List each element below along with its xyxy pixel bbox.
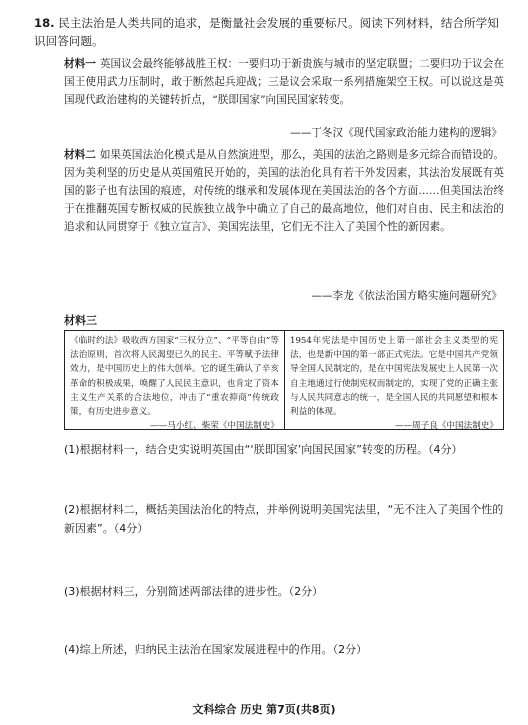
material-three-left-cell xyxy=(65,331,284,432)
material-one-text: 英国议会最终能够战胜王权：一要归功于新贵族与城市的坚定联盟；二要归功于议会在国王使用武力压制时，敢于断然起兵迎战；三是议会采取一系列措施架空王权。可以说这是英国现代政治建构的关键转折点，“朕即国家”向国民国家转变。 xyxy=(64,58,504,106)
material-three-right-text: 1954年宪法是中国历史上第一部社会主义类型的宪法，也是新中国的第一部正式宪法。它是中国共产党领导全国人民制定的，是在中国宪法发展史上人民第一次自主地通过行使制宪权而制定的，实现了党的正确主张与人民共同意志的统一，是全国人民的共同愿望和根本利益的体现。 xyxy=(290,336,498,418)
material-two xyxy=(64,146,504,236)
question-header xyxy=(34,14,504,50)
subquestion-3: (3)根据材料三，分别简述两部法律的进步性。（2分） xyxy=(64,585,324,598)
material-three-right-source: ——周子良《中国法制史》 xyxy=(394,421,498,432)
question-number: 18. xyxy=(34,16,55,30)
material-one-label: 材料一 xyxy=(64,58,96,70)
page-footer: 文科综合 历史 第7页(共8页) xyxy=(192,703,336,716)
material-one-source: ——丁冬汉《现代国家政治能力建构的逻辑》 xyxy=(290,127,502,139)
material-three-right-cell xyxy=(284,331,503,432)
question-stem: 民主法治是人类共同的追求，是衡量社会发展的重要标尺。阅读下列材料，结合所学知识回答问题。 xyxy=(34,16,499,48)
material-three-label: 材料三 xyxy=(64,314,97,327)
material-one xyxy=(64,55,504,109)
material-three-table xyxy=(64,330,504,430)
material-three-left-text: 《临时约法》吸收西方国家“三权分立”、“平等自由”等法治原则，首次将人民渴望已久的民主、平等赋予法律效力，是中国历史上的伟大创举。它的诞生确认了辛亥革命的积极成果，唤醒了人民民主意识，也肯定了资本主义生产关系的合法地位，冲击了“重农抑商”传统政策，有历史进步意义。 xyxy=(70,336,279,418)
material-three-left-source: ——马小红、柴荣《中国法制史》 xyxy=(150,421,279,432)
material-two-text: 如果英国法治化模式是从自然演进型，那么，美国的法治之路则是多元综合而错设的。因为美利坚的历史是从英国殖民开始的，美国的法治化具有若干外发因素，其法治发展既有英国的影子也有法国的痕迹，对传统的继承和发展体现在美国法治的各个方面……但美国法治终于在推翻英国专断权威的民族独立战争中确立了自己的最高地位，他们对自由、民主和法治的追求和认同贯穿于《独立宣言》、美国宪法里，它们无不注入了美国个性的新因素。 xyxy=(64,149,504,233)
material-two-label: 材料二 xyxy=(64,149,96,161)
subquestion-4: (4)综上所述，归纳民主法治在国家发展进程中的作用。（2分） xyxy=(64,643,368,656)
subquestion-1: (1)根据材料一，结合史实说明英国由“‘朕即国家’向国民国家”转变的历程。（4分） xyxy=(64,443,463,456)
subquestion-2: (2)根据材料二，概括美国法治化的特点，并举例说明美国宪法里，“无不注入了美国个性的新因素”。（4分） xyxy=(64,503,504,535)
material-two-source: ——李龙《依法治国方略实施问题研究》 xyxy=(311,290,502,302)
